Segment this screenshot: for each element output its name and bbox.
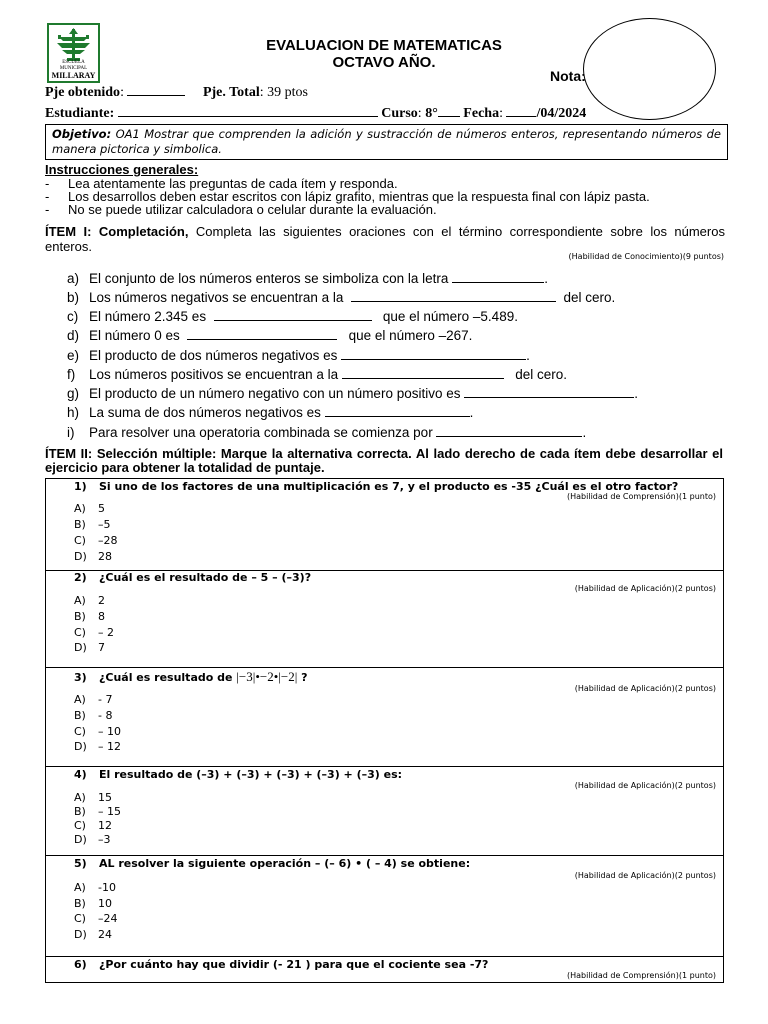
option[interactable]: C) –24 — [74, 912, 118, 925]
item1-text: Completa las siguientes oraciones con el término correspondiente sobre los números enteros. — [45, 224, 725, 254]
option[interactable]: B) – 15 — [74, 805, 121, 818]
question-4: 4) El resultado de (–3) + (–3) + (–3) + (–3) + (–3) es: — [74, 768, 403, 781]
objective-text: OA1 Mostrar que comprenden la adición y sustracción de números enteros, representando números de manera pictorica y simbolica. — [52, 127, 721, 156]
school-name: MILLARAY — [51, 71, 96, 80]
pje-total-value: 39 ptos — [267, 85, 308, 100]
pje-obtenido-label: Pje obtenido — [45, 85, 121, 100]
student-row: Estudiante: Curso: 8° Fecha: /04/2024 — [45, 106, 587, 121]
item2-heading: ÍTEM II: Selección múltiple: Marque la alternativa correcta. Al lado derecho de cada ítem debe desarrollar el ejercicio para obtener la totalidad de puntaje. — [45, 446, 723, 475]
score-row: Pje obtenido: Pje. Total: 39 ptos — [45, 85, 308, 100]
option[interactable]: A) 2 — [74, 594, 105, 607]
answer-blank[interactable] — [351, 289, 556, 302]
option[interactable]: A) - 7 — [74, 693, 113, 706]
pje-total-label: Pje. Total — [202, 85, 260, 100]
item1-title: ÍTEM I: Completación, — [45, 224, 189, 239]
answer-blank[interactable] — [464, 385, 634, 398]
completion-item: b) Los números negativos se encuentran a la del cero. — [67, 290, 616, 305]
question-5: 5) AL resolver la siguiente operación – (– 6) • ( – 4) se obtiene: — [74, 857, 471, 870]
completion-item: g) El producto de un número negativo con un número positivo es . — [67, 386, 639, 401]
option[interactable]: D) 24 — [74, 928, 112, 941]
instructions-title: Instrucciones generales: — [45, 162, 199, 177]
item1-heading — [45, 224, 725, 254]
option[interactable]: A) -10 — [74, 881, 116, 894]
completion-item: d) El número 0 es que el número –267. — [67, 328, 473, 343]
curso-value: 8° — [425, 106, 438, 121]
completion-item: i) Para resolver una operatoria combinada se comienza por . — [67, 425, 587, 440]
answer-blank[interactable] — [452, 270, 544, 283]
question-skill: (Habilidad de Aplicación)(2 puntos) — [574, 584, 716, 593]
option[interactable]: C) 12 — [74, 819, 112, 832]
question-2: 2) ¿Cuál es el resultado de – 5 – (–3)? — [74, 571, 312, 584]
option[interactable]: D) 7 — [74, 641, 105, 654]
question-divider — [45, 766, 724, 767]
answer-blank[interactable] — [342, 366, 504, 379]
completion-item: e) El producto de dos números negativos es . — [67, 348, 530, 363]
question-skill: (Habilidad de Comprensión)(1 punto) — [567, 492, 716, 501]
page-subtitle: OCTAVO AÑO. — [332, 54, 436, 71]
option[interactable]: B) - 8 — [74, 709, 113, 722]
option[interactable]: B) 10 — [74, 897, 112, 910]
answer-blank[interactable] — [325, 404, 470, 417]
question-6: 6) ¿Por cuánto hay que dividir (- 21 ) para que el cociente sea -7? — [74, 958, 489, 971]
questions-box — [45, 478, 724, 983]
math-expression: |−3|•−2•|−2| — [236, 669, 298, 684]
school-subtitle: ESCUELA MUNICIPAL — [59, 60, 88, 71]
instruction-item: - Lea atentamente las preguntas de cada ítem y responda. — [45, 176, 398, 191]
fecha-label: Fecha — [463, 106, 500, 121]
objective-label: Objetivo: — [52, 127, 112, 141]
option[interactable]: D) – 12 — [74, 740, 121, 753]
option[interactable]: B) 8 — [74, 610, 105, 623]
question-skill: (Habilidad de Aplicación)(2 puntos) — [574, 871, 716, 880]
estudiante-label: Estudiante: — [45, 106, 115, 121]
answer-blank[interactable] — [187, 327, 337, 340]
instruction-item: - Los desarrollos deben estar escritos con lápiz grafito, mientras que la respuesta final con lápiz pasta. — [45, 189, 650, 204]
fecha-day-blank[interactable] — [506, 104, 536, 117]
option[interactable]: B) –5 — [74, 518, 111, 531]
question-skill: (Habilidad de Aplicación)(2 puntos) — [574, 781, 716, 790]
pje-obtenido-blank[interactable] — [127, 83, 185, 96]
completion-item: c) El número 2.345 es que el número –5.489. — [67, 309, 518, 324]
question-skill: (Habilidad de Aplicación)(2 puntos) — [574, 684, 716, 693]
item1-skill: (Habilidad de Conocimiento)(9 puntos) — [568, 252, 724, 261]
option[interactable]: D) 28 — [74, 550, 112, 563]
page-title: EVALUACION DE MATEMATICAS — [266, 37, 502, 54]
instruction-item: - No se puede utilizar calculadora o celular durante la evaluación. — [45, 202, 437, 217]
grade-oval[interactable] — [583, 18, 716, 120]
question-divider — [45, 855, 724, 856]
answer-blank[interactable] — [436, 424, 582, 437]
answer-blank[interactable] — [214, 308, 372, 321]
fecha-value: /04/2024 — [536, 106, 587, 121]
estudiante-blank[interactable] — [118, 104, 378, 117]
question-divider — [45, 667, 724, 668]
objective-box — [45, 124, 728, 160]
completion-item: a) El conjunto de los números enteros se simboliza con la letra . — [67, 271, 548, 286]
question-1: 1) Si uno de los factores de una multiplicación es 7, y el producto es -35 ¿Cuál es el otro factor? — [74, 480, 679, 493]
question-skill: (Habilidad de Comprensión)(1 punto) — [567, 971, 716, 980]
curso-label: Curso — [381, 106, 418, 121]
completion-item: h) La suma de dos números negativos es . — [67, 405, 474, 420]
option[interactable]: C) – 2 — [74, 626, 114, 639]
question-divider — [45, 956, 724, 957]
completion-item: f) Los números positivos se encuentran a la del cero. — [67, 367, 567, 382]
answer-blank[interactable] — [341, 347, 526, 360]
option[interactable]: C) –28 — [74, 534, 118, 547]
option[interactable]: C) – 10 — [74, 725, 121, 738]
option[interactable]: A) 5 — [74, 502, 105, 515]
curso-blank[interactable] — [438, 104, 460, 117]
option[interactable]: A) 15 — [74, 791, 112, 804]
nota-label: Nota: — [550, 68, 586, 84]
question-3: 3) ¿Cuál es resultado de |−3|•−2•|−2| ? — [74, 669, 308, 684]
option[interactable]: D) –3 — [74, 833, 111, 846]
